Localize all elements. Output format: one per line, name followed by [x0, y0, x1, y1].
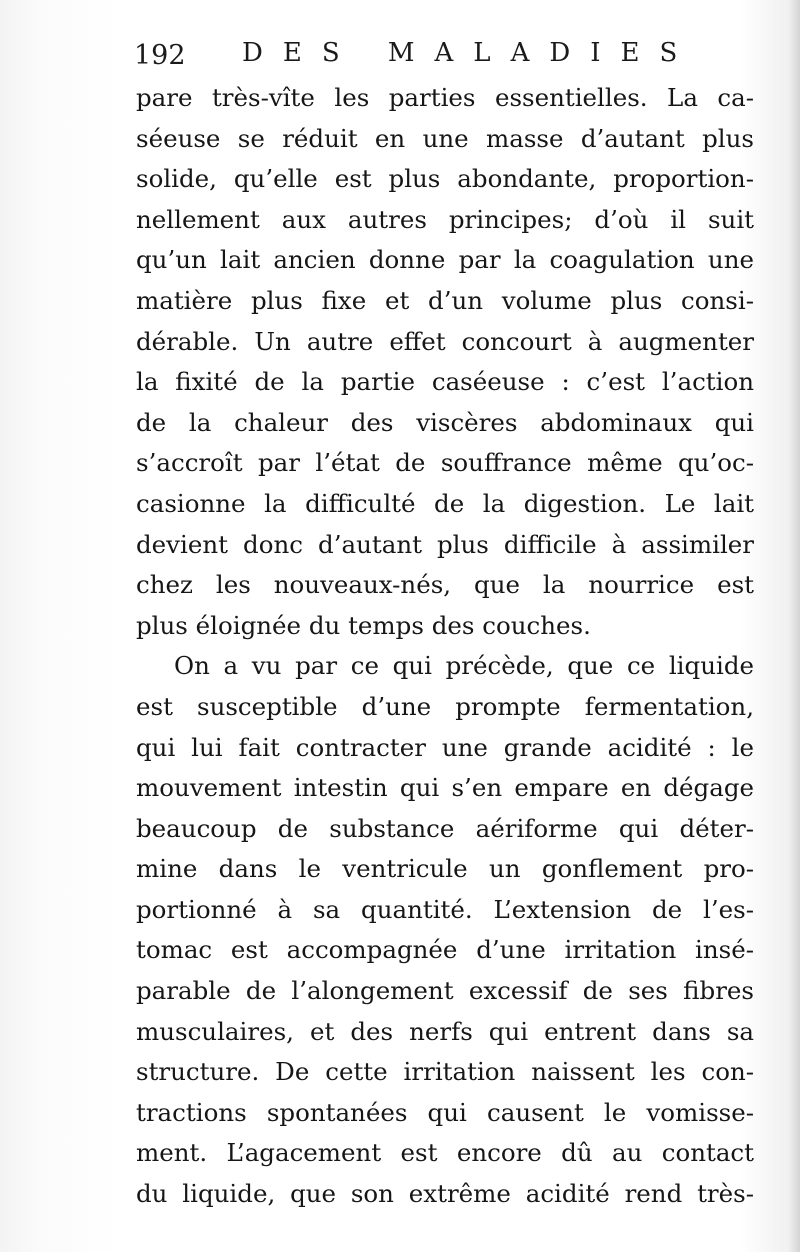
text-line: musculaires, et des nerfs qui entrent dans sa — [136, 1016, 754, 1046]
text-line: solide, qu’elle est plus abondante, proportion- — [136, 164, 754, 194]
text-line: portionné à sa quantité. L’extension de l’es- — [136, 894, 754, 924]
paragraph-end-line: plus éloignée du temps des couches. — [136, 610, 591, 640]
text-line: de la chaleur des viscères abdominaux qui — [136, 407, 754, 437]
text-line: nellement aux autres principes; d’où il suit — [136, 204, 754, 234]
text-line: mouvement intestin qui s’en empare en dégage — [136, 773, 754, 803]
text-line: tomac est accompagnée d’une irritation insé- — [136, 935, 754, 965]
text-line: parable de l’alongement excessif de ses fibres — [136, 976, 754, 1006]
page-edge-shadow — [788, 0, 800, 1252]
text-line: dérable. Un autre effet concourt à augmenter — [136, 326, 754, 356]
text-line: matière plus fixe et d’un volume plus consi- — [136, 285, 754, 315]
text-line: s’accroît par l’état de souffrance même qu’oc- — [136, 448, 754, 478]
text-line: est susceptible d’une prompte fermentation, — [136, 691, 754, 721]
text-line: ment. L’agacement est encore dû au contact — [136, 1138, 754, 1168]
page-number: 192 — [134, 40, 186, 71]
text-line: mine dans le ventricule un gonflement pro- — [136, 854, 754, 884]
text-line: tractions spontanées qui causent le vomisse- — [136, 1097, 754, 1127]
text-line: du liquide, que son extrême acidité rend très- — [136, 1179, 754, 1209]
text-line: la fixité de la partie caséeuse : c’est l’action — [136, 367, 754, 397]
text-line: chez les nouveaux-nés, que la nourrice est — [136, 570, 754, 600]
text-line: qui lui fait contracter une grande acidité : le — [136, 732, 754, 762]
text-line: devient donc d’autant plus difficile à assimiler — [136, 529, 754, 559]
text-line: casionne la difficulté de la digestion. Le lait — [136, 488, 754, 518]
body-text — [136, 78, 754, 1215]
text-line: beaucoup de substance aériforme qui déter- — [136, 813, 754, 843]
text-line: pare très-vîte les parties essentielles. La ca- — [136, 83, 754, 112]
running-title: DES MALADIES — [242, 38, 698, 68]
page-header — [130, 36, 770, 76]
paragraph-start-line: On a vu par ce qui précède, que ce liquide — [174, 651, 754, 681]
text-line: structure. De cette irritation naissent les con- — [136, 1057, 754, 1087]
text-line: séeuse se réduit en une masse d’autant plus — [136, 123, 754, 153]
text-line: qu’un lait ancien donne par la coagulation une — [136, 245, 754, 275]
